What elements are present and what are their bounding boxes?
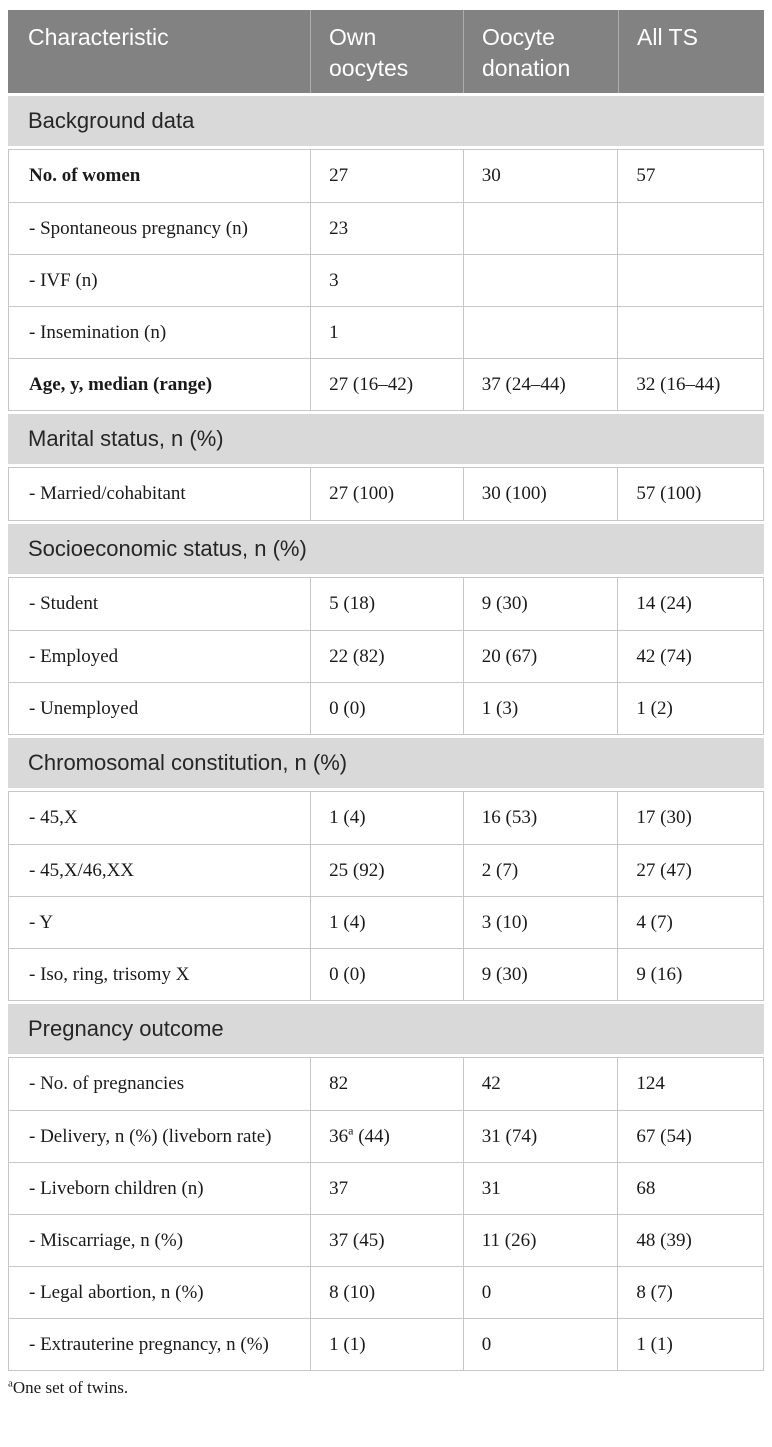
row-label: - 45,X/46,XX xyxy=(29,860,135,881)
row-label: - Unemployed xyxy=(29,698,139,719)
cell-value: 1 (3) xyxy=(463,683,618,734)
cell-value xyxy=(617,307,763,358)
table-row xyxy=(9,150,763,202)
section-rows-socioeconomic-status xyxy=(8,577,764,735)
cell-value: 32 (16–44) xyxy=(617,359,763,410)
row-label: - No. of pregnancies xyxy=(29,1073,185,1094)
cell-value: 48 (39) xyxy=(617,1215,763,1266)
cell-value: 1 (1) xyxy=(310,1319,463,1370)
footnote-marker: a xyxy=(8,1377,13,1390)
cell-value: 27 (47) xyxy=(617,845,763,896)
section-header-pregnancy-outcome: Pregnancy outcome xyxy=(8,1004,764,1054)
cell-value: 8 (7) xyxy=(617,1267,763,1318)
cell-value xyxy=(617,255,763,306)
row-label: - Y xyxy=(29,912,54,933)
cell-value: 0 (0) xyxy=(310,683,463,734)
cell-value-percent: (44) xyxy=(353,1126,390,1147)
row-label: - Iso, ring, trisomy X xyxy=(29,964,190,985)
column-header-all-ts: All TS xyxy=(618,10,764,93)
cell-value: 31 (74) xyxy=(463,1111,618,1162)
section-header-marital-status: Marital status, n (%) xyxy=(8,414,764,464)
row-label: Age, y, median (range) xyxy=(29,374,213,395)
cell-value: 68 xyxy=(617,1163,763,1214)
cell-value: 30 xyxy=(463,150,618,202)
cell-value: 23 xyxy=(310,203,463,254)
table-row xyxy=(9,630,763,682)
table-row xyxy=(9,1110,763,1162)
cell-value: 82 xyxy=(310,1058,463,1110)
cell-value: 16 (53) xyxy=(463,792,618,844)
section-rows-chromosomal-constitution xyxy=(8,791,764,1001)
cell-value: 37 (45) xyxy=(310,1215,463,1266)
cell-value: 11 (26) xyxy=(463,1215,618,1266)
row-label: - Employed xyxy=(29,646,119,667)
column-header-oocyte-donation: Oocyte donation xyxy=(463,10,618,93)
cell-value: 3 xyxy=(310,255,463,306)
cell-value: 0 xyxy=(463,1267,618,1318)
cell-value: 14 (24) xyxy=(617,578,763,630)
cell-value: 124 xyxy=(617,1058,763,1110)
cell-value: 8 (10) xyxy=(310,1267,463,1318)
cell-value-number: 36 xyxy=(329,1126,349,1147)
cell-value: 27 xyxy=(310,150,463,202)
row-label: - Extrauterine pregnancy, n (%) xyxy=(29,1334,269,1355)
table-row xyxy=(9,1058,763,1110)
row-label: - IVF (n) xyxy=(29,270,98,291)
column-header-own-oocytes: Own oocytes xyxy=(310,10,463,93)
cell-value: 42 xyxy=(463,1058,618,1110)
cell-value: 57 xyxy=(617,150,763,202)
cell-value: 1 xyxy=(310,307,463,358)
cell-value: 9 (30) xyxy=(463,578,618,630)
row-label: - Miscarriage, n (%) xyxy=(29,1230,184,1251)
table-row xyxy=(9,948,763,1000)
row-label: - Liveborn children (n) xyxy=(29,1178,204,1199)
table-row xyxy=(9,306,763,358)
cell-value: 37 xyxy=(310,1163,463,1214)
cell-value: 37 (24–44) xyxy=(463,359,618,410)
section-header-background-data: Background data xyxy=(8,96,764,146)
table-row xyxy=(9,1162,763,1214)
table-row xyxy=(9,202,763,254)
cell-value xyxy=(310,1111,463,1162)
cell-value: 1 (1) xyxy=(617,1319,763,1370)
table-row xyxy=(9,358,763,410)
table-row xyxy=(9,792,763,844)
cell-value: 2 (7) xyxy=(463,845,618,896)
table-header-row xyxy=(8,10,764,93)
cell-value xyxy=(463,307,618,358)
table-row xyxy=(9,896,763,948)
row-label: - Spontaneous pregnancy (n) xyxy=(29,218,248,239)
cell-value: 9 (16) xyxy=(617,949,763,1000)
cell-value xyxy=(617,203,763,254)
table-row xyxy=(9,844,763,896)
cell-value: 1 (2) xyxy=(617,683,763,734)
row-label: No. of women xyxy=(29,165,141,186)
table-row xyxy=(9,468,763,520)
cell-value: 0 xyxy=(463,1319,618,1370)
cell-value: 1 (4) xyxy=(310,897,463,948)
row-label: - 45,X xyxy=(29,807,78,828)
cell-value: 9 (30) xyxy=(463,949,618,1000)
row-label: - Delivery, n (%) (liveborn rate) xyxy=(29,1126,272,1147)
footnote-text: One set of twins. xyxy=(12,1378,129,1397)
cell-value: 0 (0) xyxy=(310,949,463,1000)
table-row xyxy=(9,1214,763,1266)
section-rows-pregnancy-outcome xyxy=(8,1057,764,1371)
cell-value: 67 (54) xyxy=(617,1111,763,1162)
row-label: - Insemination (n) xyxy=(29,322,167,343)
cell-value: 27 (100) xyxy=(310,468,463,520)
footnote xyxy=(8,1371,764,1404)
table-row xyxy=(9,578,763,630)
table-row xyxy=(9,254,763,306)
cell-value: 30 (100) xyxy=(463,468,618,520)
cell-value: 22 (82) xyxy=(310,631,463,682)
cell-value xyxy=(463,203,618,254)
cell-value: 42 (74) xyxy=(617,631,763,682)
cell-value: 20 (67) xyxy=(463,631,618,682)
column-header-characteristic: Characteristic xyxy=(28,24,169,50)
cell-value: 57 (100) xyxy=(617,468,763,520)
cell-value: 27 (16–42) xyxy=(310,359,463,410)
row-label: - Legal abortion, n (%) xyxy=(29,1282,204,1303)
cell-value: 5 (18) xyxy=(310,578,463,630)
cell-value xyxy=(463,255,618,306)
table-row xyxy=(9,1266,763,1318)
cell-value: 25 (92) xyxy=(310,845,463,896)
superscript-marker: a xyxy=(348,1123,354,1138)
section-rows-marital-status xyxy=(8,467,764,521)
row-label: - Married/cohabitant xyxy=(29,483,186,504)
cell-value: 31 xyxy=(463,1163,618,1214)
cell-value: 3 (10) xyxy=(463,897,618,948)
section-header-socioeconomic-status: Socioeconomic status, n (%) xyxy=(8,524,764,574)
row-label: - Student xyxy=(29,593,99,614)
cell-value: 1 (4) xyxy=(310,792,463,844)
section-header-chromosomal-constitution: Chromosomal constitution, n (%) xyxy=(8,738,764,788)
table-row xyxy=(9,1318,763,1370)
section-rows-background-data xyxy=(8,149,764,411)
cell-value: 17 (30) xyxy=(617,792,763,844)
table-row xyxy=(9,682,763,734)
cell-value: 4 (7) xyxy=(617,897,763,948)
